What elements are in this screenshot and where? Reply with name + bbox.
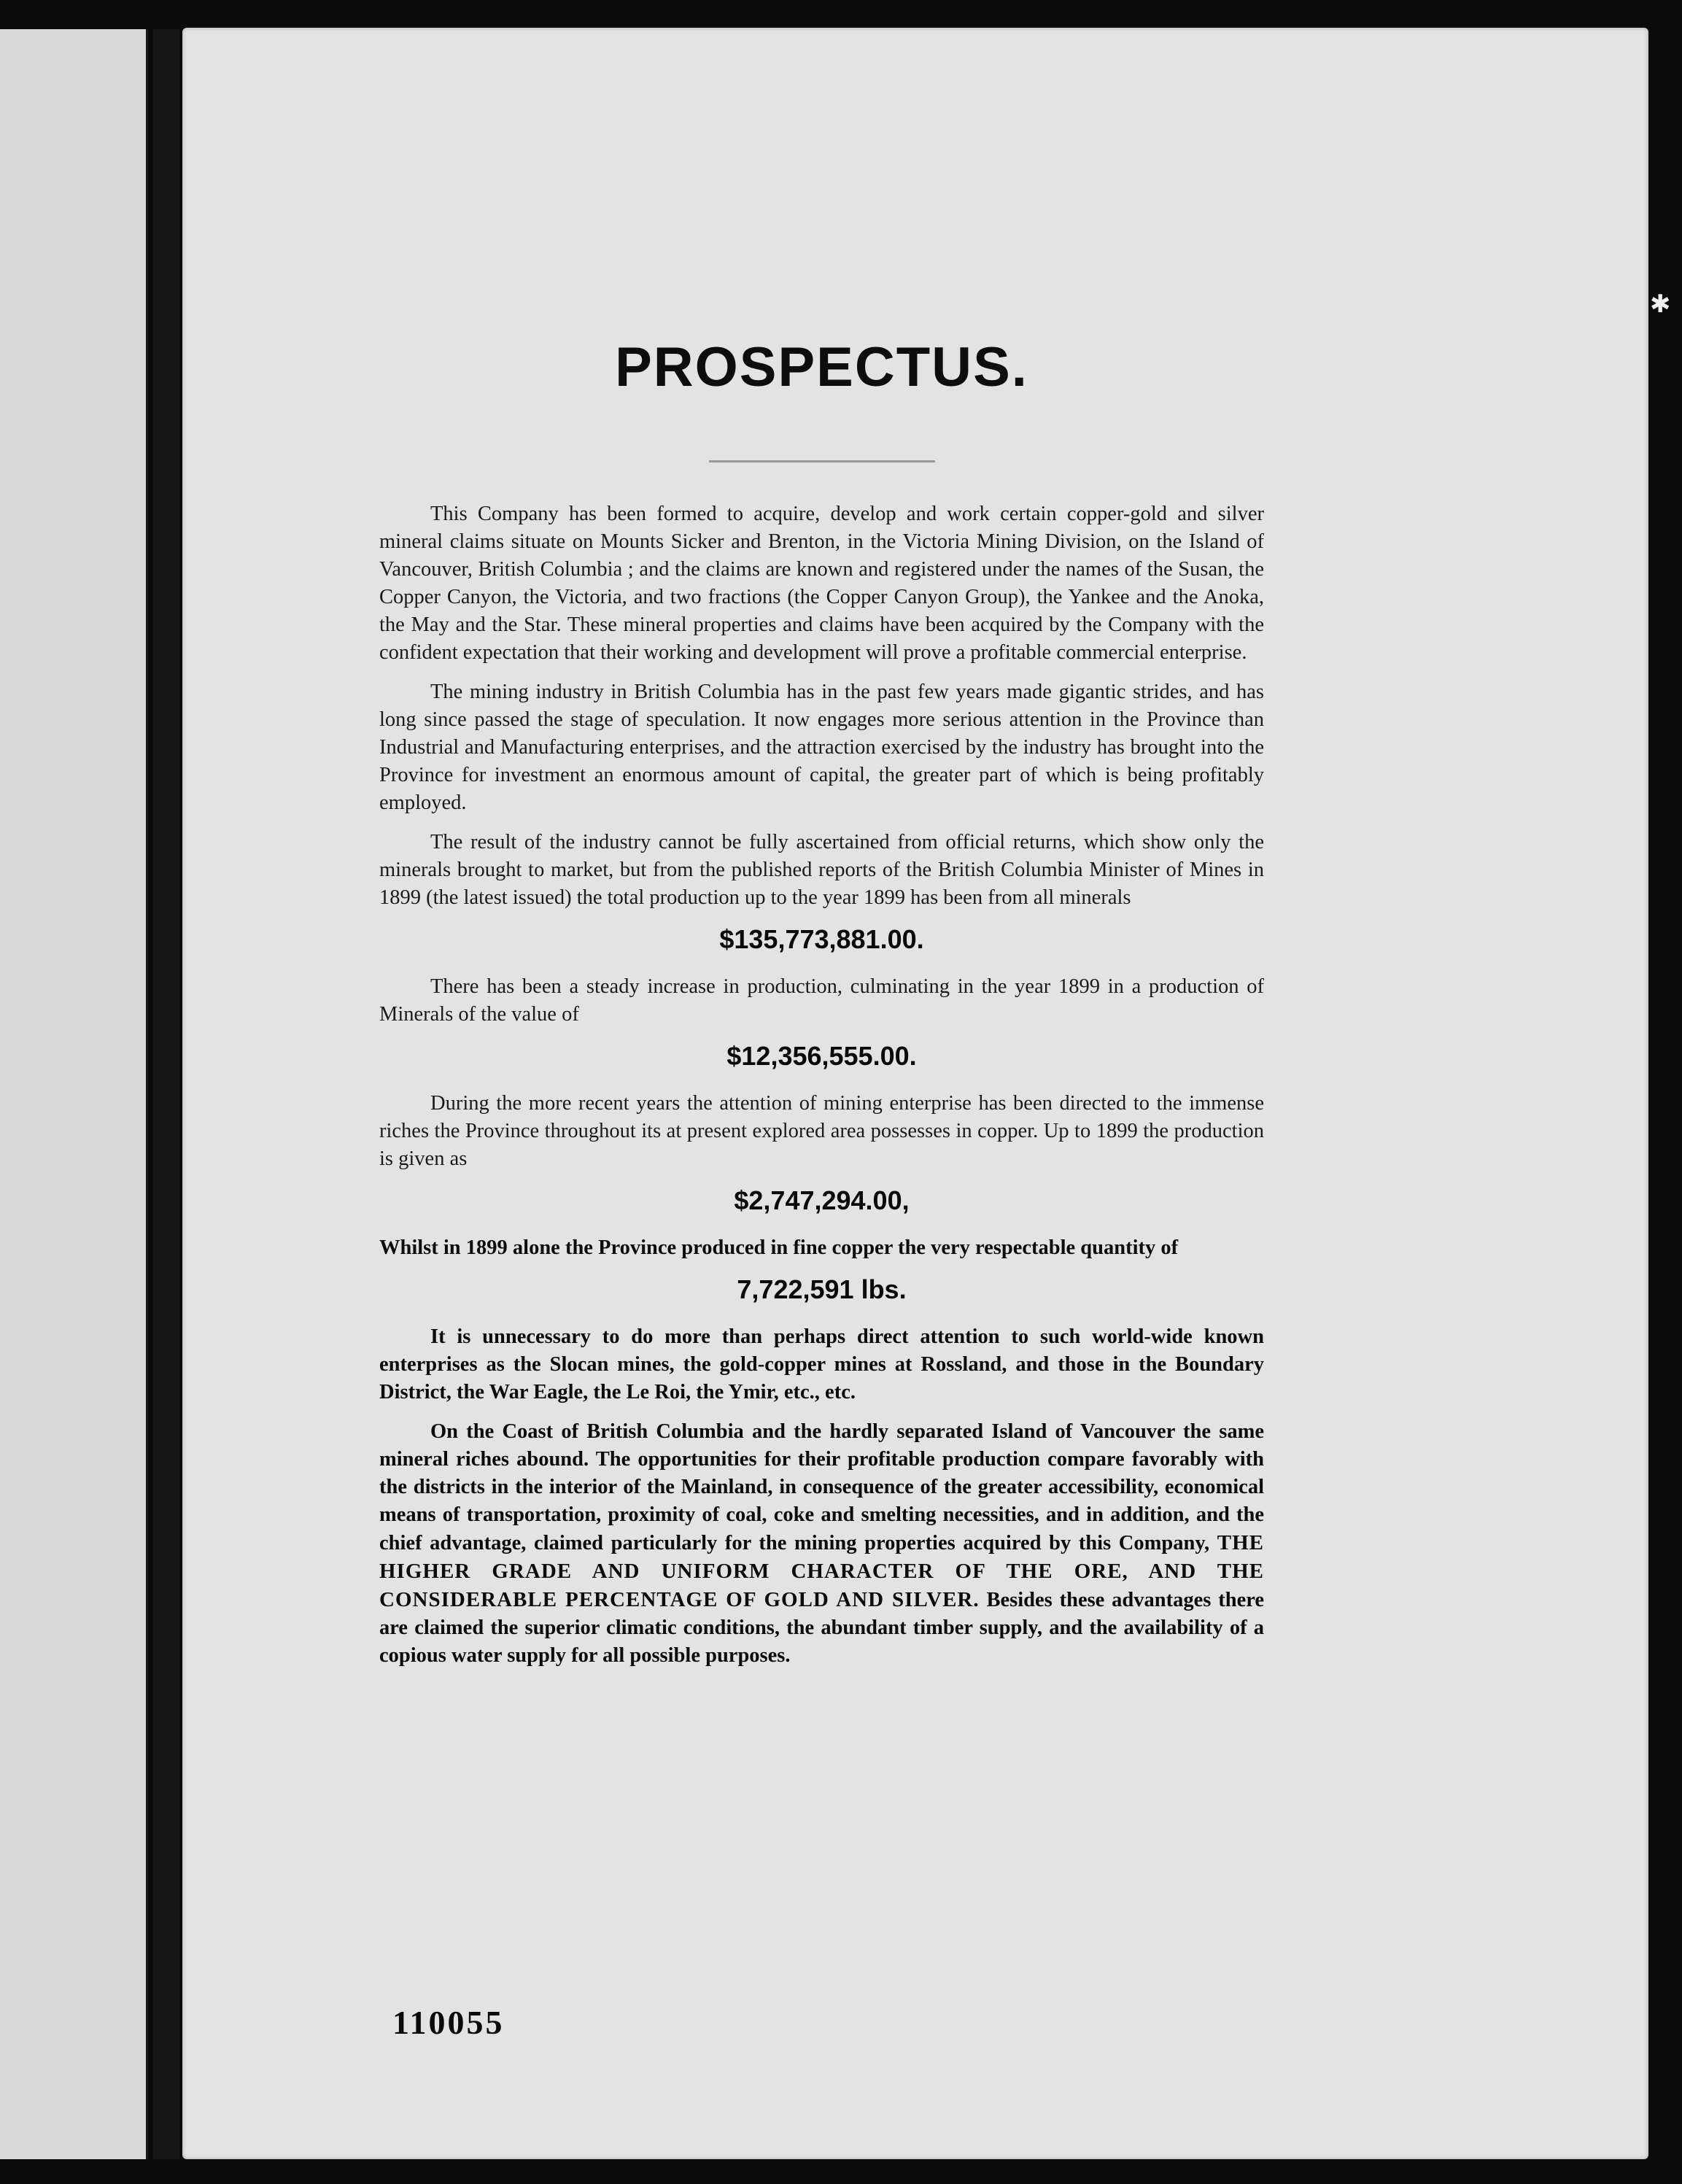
- paragraph-steady-increase: There has been a steady increase in production, culminating in the year 1899 in a production of Minerals of the value of: [379, 975, 1264, 1026]
- paragraph-coast-riches: [379, 1418, 1264, 1670]
- amount-1899-minerals: $12,356,555.00.: [726, 1041, 917, 1071]
- amount-copper-lbs: 7,722,591 lbs.: [737, 1274, 907, 1304]
- paragraph-copper-attention: During the more recent years the attention of mining enterprise has been directed to the immense riches the Province throughout its at present explored area possesses in copper. Up to 1899 the production is given as: [379, 1092, 1264, 1170]
- page-title: PROSPECTUS.: [615, 336, 1028, 398]
- paragraph-company-formation: This Company has been formed to acquire, develop and work certain copper-gold and silver mineral claims situate on Mounts Sicker and Brenton, in the Victoria Mining Division, on the Island of Vancouver, British Columbia ; and the claims are known and registered under the names of the Susan, the Copper Canyon, the Victoria, and two fractions (the Copper Canyon Group), the Yankee and the Anoka, the May and the Star. These mineral properties and claims have been acquired by the Company with the confident expectation that their working and development will prove a profitable commercial enterprise.: [379, 503, 1264, 664]
- catalogue-number: 110055: [392, 2004, 505, 2041]
- previous-page-edge: [0, 29, 148, 2159]
- page-content: [379, 336, 1264, 1681]
- paragraph-fine-copper: Whilst in 1899 alone the Province produced in fine copper the very respectable quantity of: [379, 1236, 1179, 1259]
- ore-character-caps: THE HIGHER GRADE AND UNIFORM CHARACTER OF THE ORE, AND THE CONSIDERABLE PERCENTAGE OF GOLD AND SILVER.: [379, 1531, 1264, 1611]
- additional-advantages-text: Besides these advantages there are claimed the superior climatic conditions, the abundant timber supply, and the availability of a copious water supply for all possible purposes.: [379, 1589, 1265, 1667]
- paragraph-production-result: The result of the industry cannot be fully ascertained from official returns, which show only the minerals brought to market, but from the published reports of the British Columbia Minister of Mines in 1899 (the latest issued) the total production up to the year 1899 has been from all minerals: [379, 831, 1264, 909]
- coast-riches-text: On the Coast of British Columbia and the hardly separated Island of Vancouver the same mineral riches abound. The opportunities for their profitable production compare favorably with the districts in the interior of the Mainland, in consequence of the greater accessibility, economical means of transportation, proximity of coal, coke and smelting necessities, and in addition, and the chief advantage, claimed particularly for the mining properties acquired by this Company,: [379, 1420, 1264, 1554]
- scan-edge-mark: ✱: [1650, 290, 1671, 319]
- amount-total-minerals: $135,773,881.00.: [719, 924, 924, 954]
- paragraph-mining-industry: The mining industry in British Columbia has in the past few years made gigantic strides, and has long since passed the stage of speculation. It now engages more serious attention in the Province than Industrial and Manufacturing enterprises, and the attraction exercised by the industry has brought into the Province for investment an enormous amount of capital, the greater part of which is being profitably employed.: [379, 681, 1264, 814]
- title-divider: [709, 460, 935, 462]
- amount-copper-production: $2,747,294.00,: [734, 1185, 910, 1215]
- paragraph-known-enterprises: It is unnecessary to do more than perhaps direct attention to such world-wide known enterprises as the Slocan mines, the gold-copper mines at Rossland, and those in the Boundary District, the War Eagle, the Le Roi, the Ymir, etc., etc.: [379, 1325, 1264, 1403]
- book-gutter: [153, 29, 179, 2159]
